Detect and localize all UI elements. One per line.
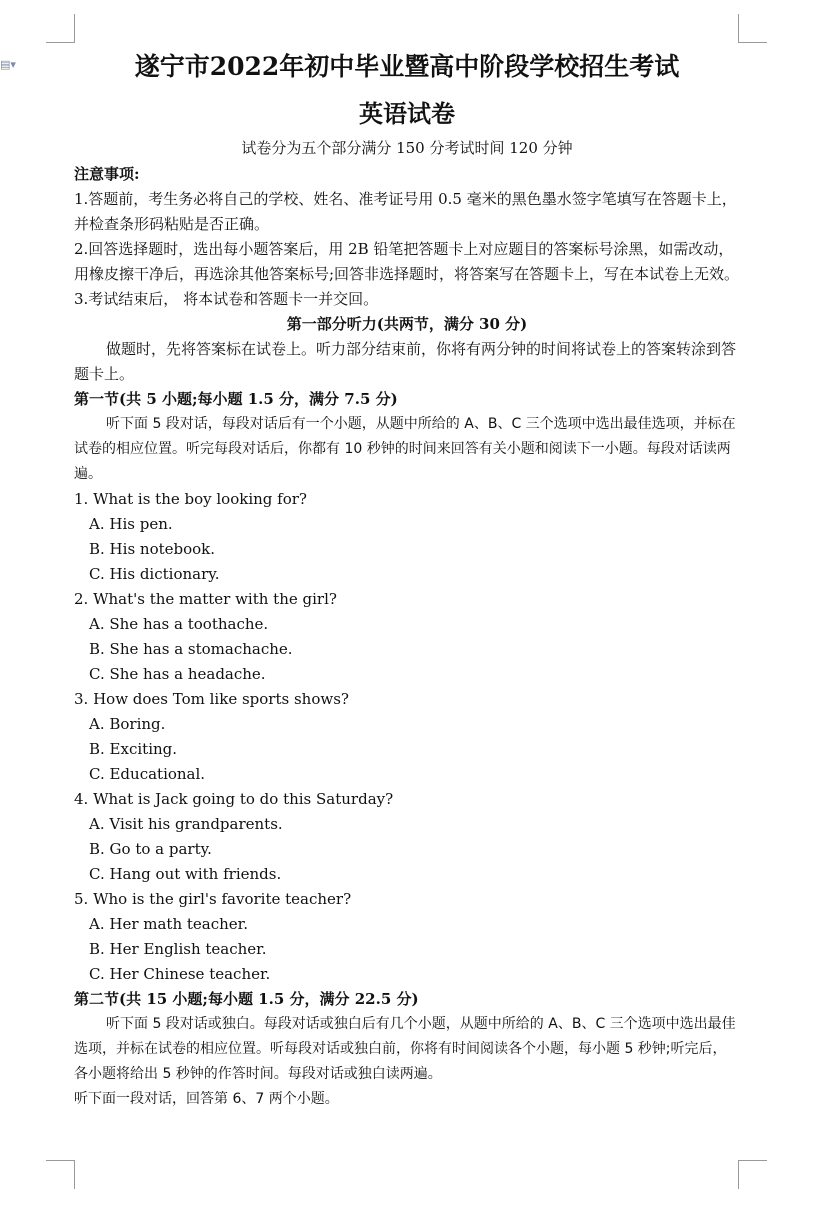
note-item: 1.答题前，考生务必将自己的学校、姓名、准考证号用 0.5 毫米的黑色墨水签字笔填写在答题卡上，并检查条形码粘贴是否正确。: [74, 190, 737, 233]
note-item: 2.回答选择题时，选出每小题答案后，用 2B 铅笔把答题卡上对应题目的答案标号涂黑，如需改动，用橡皮擦干净后，再选涂其他答案标号;回答非选择题时，将答案写在答题卡上，写在本试卷上无效。: [74, 240, 740, 283]
section2-next-instruction: 听下面一段对话，回答第 6、7 两个小题。: [74, 1091, 339, 1107]
option-c: C. Her Chinese teacher.: [89, 965, 271, 983]
part1-intro: 做题时，先将答案标在试卷上。听力部分结束前，你将有两分钟的时间将试卷上的答案转涂到答题卡上。: [74, 340, 737, 383]
option-a: A. His pen.: [89, 515, 173, 533]
option-c: C. She has a headache.: [89, 665, 266, 683]
section2-intro: 听下面 5 段对话或独白。每段对话或独白后有几个小题，从题中所给的 A、B、C 三个选项中选出最佳选项，并标在试卷的相应位置。听每段对话或独白前，你将有时间阅读各个小题，每小题 5 秒钟;听完后，各小题将给出 5 秒钟的作答时间。每段对话或独白读两遍。: [74, 1016, 736, 1082]
exam-subtitle: 英语试卷: [359, 99, 455, 128]
note-item: 3.考试结束后， 将本试卷和答题卡一并交回。: [74, 290, 379, 308]
question-text: 4. What is Jack going to do this Saturday?: [74, 790, 394, 808]
question-block: [74, 787, 740, 887]
option-b: B. Her English teacher.: [89, 940, 267, 958]
question-block: [74, 887, 740, 987]
option-a: A. Boring.: [89, 715, 166, 733]
exam-title: 遂宁市2022年初中毕业暨高中阶段学校招生考试: [134, 52, 680, 81]
option-b: B. Go to a party.: [89, 840, 212, 858]
question-text: 2. What's the matter with the girl?: [74, 590, 337, 608]
option-a: A. Her math teacher.: [89, 915, 248, 933]
crop-mark-top-right: [738, 14, 767, 43]
question-text: 1. What is the boy looking for?: [74, 490, 307, 508]
option-a: A. She has a toothache.: [89, 615, 269, 633]
section1-intro: 听下面 5 段对话，每段对话后有一个小题，从题中所给的 A、B、C 三个选项中选出最佳选项，并标在试卷的相应位置。听完每段对话后，你都有 10 秒钟的时间来回答有关小题和阅读下一小题。每段对话读两遍。: [74, 416, 736, 482]
exam-page: [74, 48, 740, 1112]
part1-heading: 第一部分听力(共两节，满分 30 分): [286, 315, 528, 333]
notes-heading: 注意事项:: [74, 165, 140, 183]
section2-heading: 第二节(共 15 小题;每小题 1.5 分，满分 22.5 分): [74, 990, 419, 1008]
crop-mark-top-left: [46, 14, 75, 43]
crop-mark-bottom-left: [46, 1160, 75, 1189]
option-b: B. She has a stomachache.: [89, 640, 293, 658]
option-b: B. His notebook.: [89, 540, 216, 558]
question-text: 3. How does Tom like sports shows?: [74, 690, 349, 708]
option-a: A. Visit his grandparents.: [89, 815, 283, 833]
question-text: 5. Who is the girl's favorite teacher?: [74, 890, 352, 908]
question-block: [74, 587, 740, 687]
crop-mark-bottom-right: [738, 1160, 767, 1189]
option-b: B. Exciting.: [89, 740, 178, 758]
exam-info: 试卷分为五个部分满分 150 分考试时间 120 分钟: [241, 139, 573, 157]
question-block: [74, 487, 740, 587]
question-block: [74, 687, 740, 787]
document-menu-icon[interactable]: ▤▾: [0, 58, 16, 71]
option-c: C. Educational.: [89, 765, 206, 783]
option-c: C. Hang out with friends.: [89, 865, 282, 883]
option-c: C. His dictionary.: [89, 565, 220, 583]
section1-heading: 第一节(共 5 小题;每小题 1.5 分，满分 7.5 分): [74, 390, 398, 408]
